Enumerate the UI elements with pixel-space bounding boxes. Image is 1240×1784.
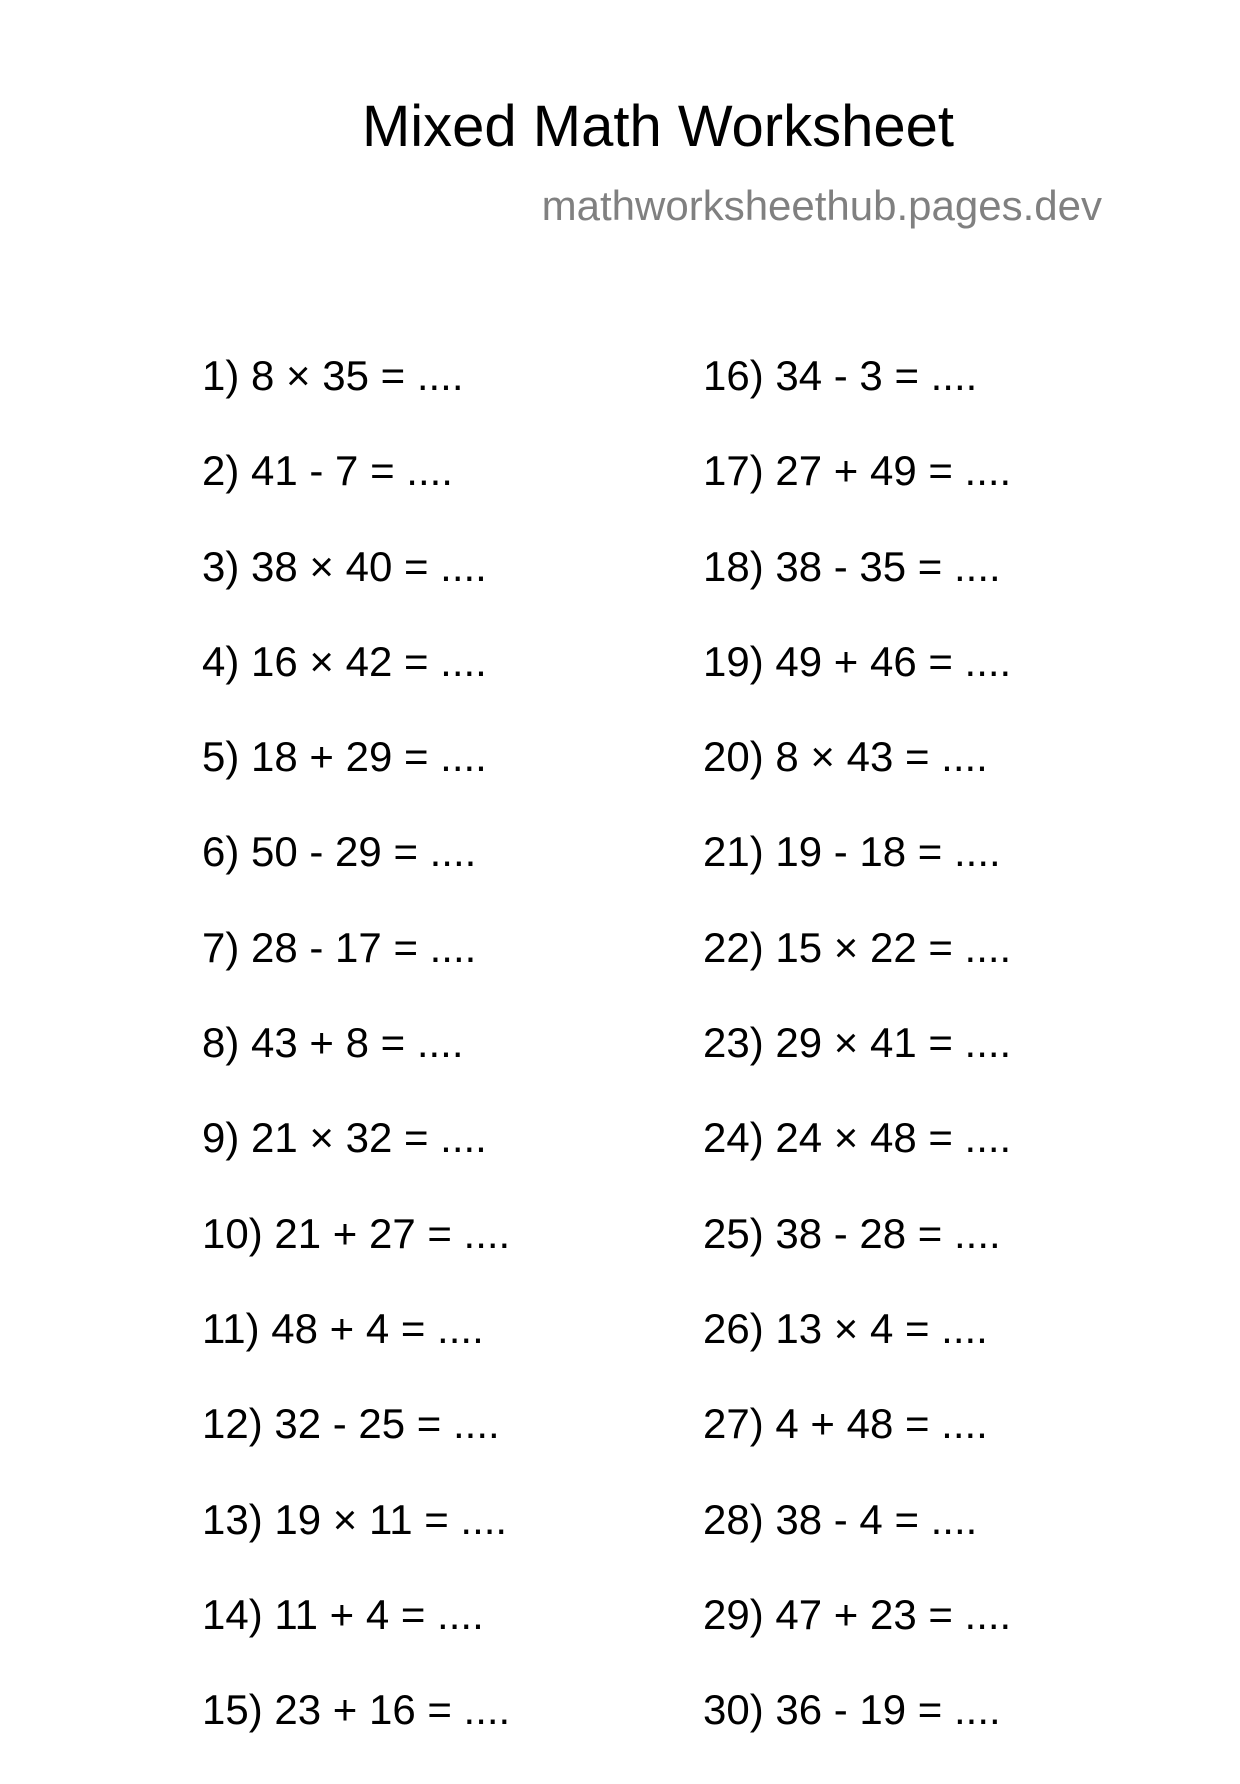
problems-column-right — [703, 352, 1012, 1784]
problem-item: 17) 27 + 49 = .... — [703, 447, 1012, 495]
problem-item: 28) 38 - 4 = .... — [703, 1495, 978, 1543]
problem-item: 10) 21 + 27 = .... — [202, 1209, 511, 1257]
problem-item: 12) 32 - 25 = .... — [202, 1400, 500, 1448]
problem-item: 4) 16 × 42 = .... — [202, 637, 487, 685]
source-url: mathworksheethub.pages.dev — [541, 182, 1102, 229]
problem-item: 11) 48 + 4 = .... — [202, 1304, 484, 1352]
problem-item: 27) 4 + 48 = .... — [703, 1400, 988, 1448]
problem-item: 3) 38 × 40 = .... — [202, 542, 487, 590]
problem-item: 16) 34 - 3 = .... — [703, 352, 978, 399]
problem-item: 14) 11 + 4 = .... — [202, 1590, 484, 1638]
problem-item: 24) 24 × 48 = .... — [703, 1114, 1012, 1162]
problem-item: 5) 18 + 29 = .... — [202, 733, 487, 781]
problem-item: 23) 29 × 41 = .... — [703, 1019, 1012, 1067]
problem-item: 15) 23 + 16 = .... — [202, 1686, 511, 1734]
problem-item: 1) 8 × 35 = .... — [202, 352, 464, 399]
problem-item: 19) 49 + 46 = .... — [703, 637, 1012, 685]
problem-item: 20) 8 × 43 = .... — [703, 733, 988, 781]
worksheet-title: Mixed Math Worksheet — [361, 94, 955, 159]
problem-item: 21) 19 - 18 = .... — [703, 828, 1001, 876]
problem-item: 30) 36 - 19 = .... — [703, 1686, 1001, 1734]
problem-item: 25) 38 - 28 = .... — [703, 1209, 1001, 1257]
problem-item: 8) 43 + 8 = .... — [202, 1019, 464, 1067]
problem-item: 7) 28 - 17 = .... — [202, 923, 477, 971]
problem-item: 29) 47 + 23 = .... — [703, 1590, 1012, 1638]
problem-item: 2) 41 - 7 = .... — [202, 447, 453, 495]
problem-item: 26) 13 × 4 = .... — [703, 1304, 988, 1352]
problem-item: 18) 38 - 35 = .... — [703, 542, 1001, 590]
problem-item: 13) 19 × 11 = .... — [202, 1495, 508, 1543]
problem-item: 22) 15 × 22 = .... — [703, 923, 1012, 971]
problem-item: 6) 50 - 29 = .... — [202, 828, 477, 876]
problems-column-left — [202, 352, 511, 1784]
problem-item: 9) 21 × 32 = .... — [202, 1114, 487, 1162]
